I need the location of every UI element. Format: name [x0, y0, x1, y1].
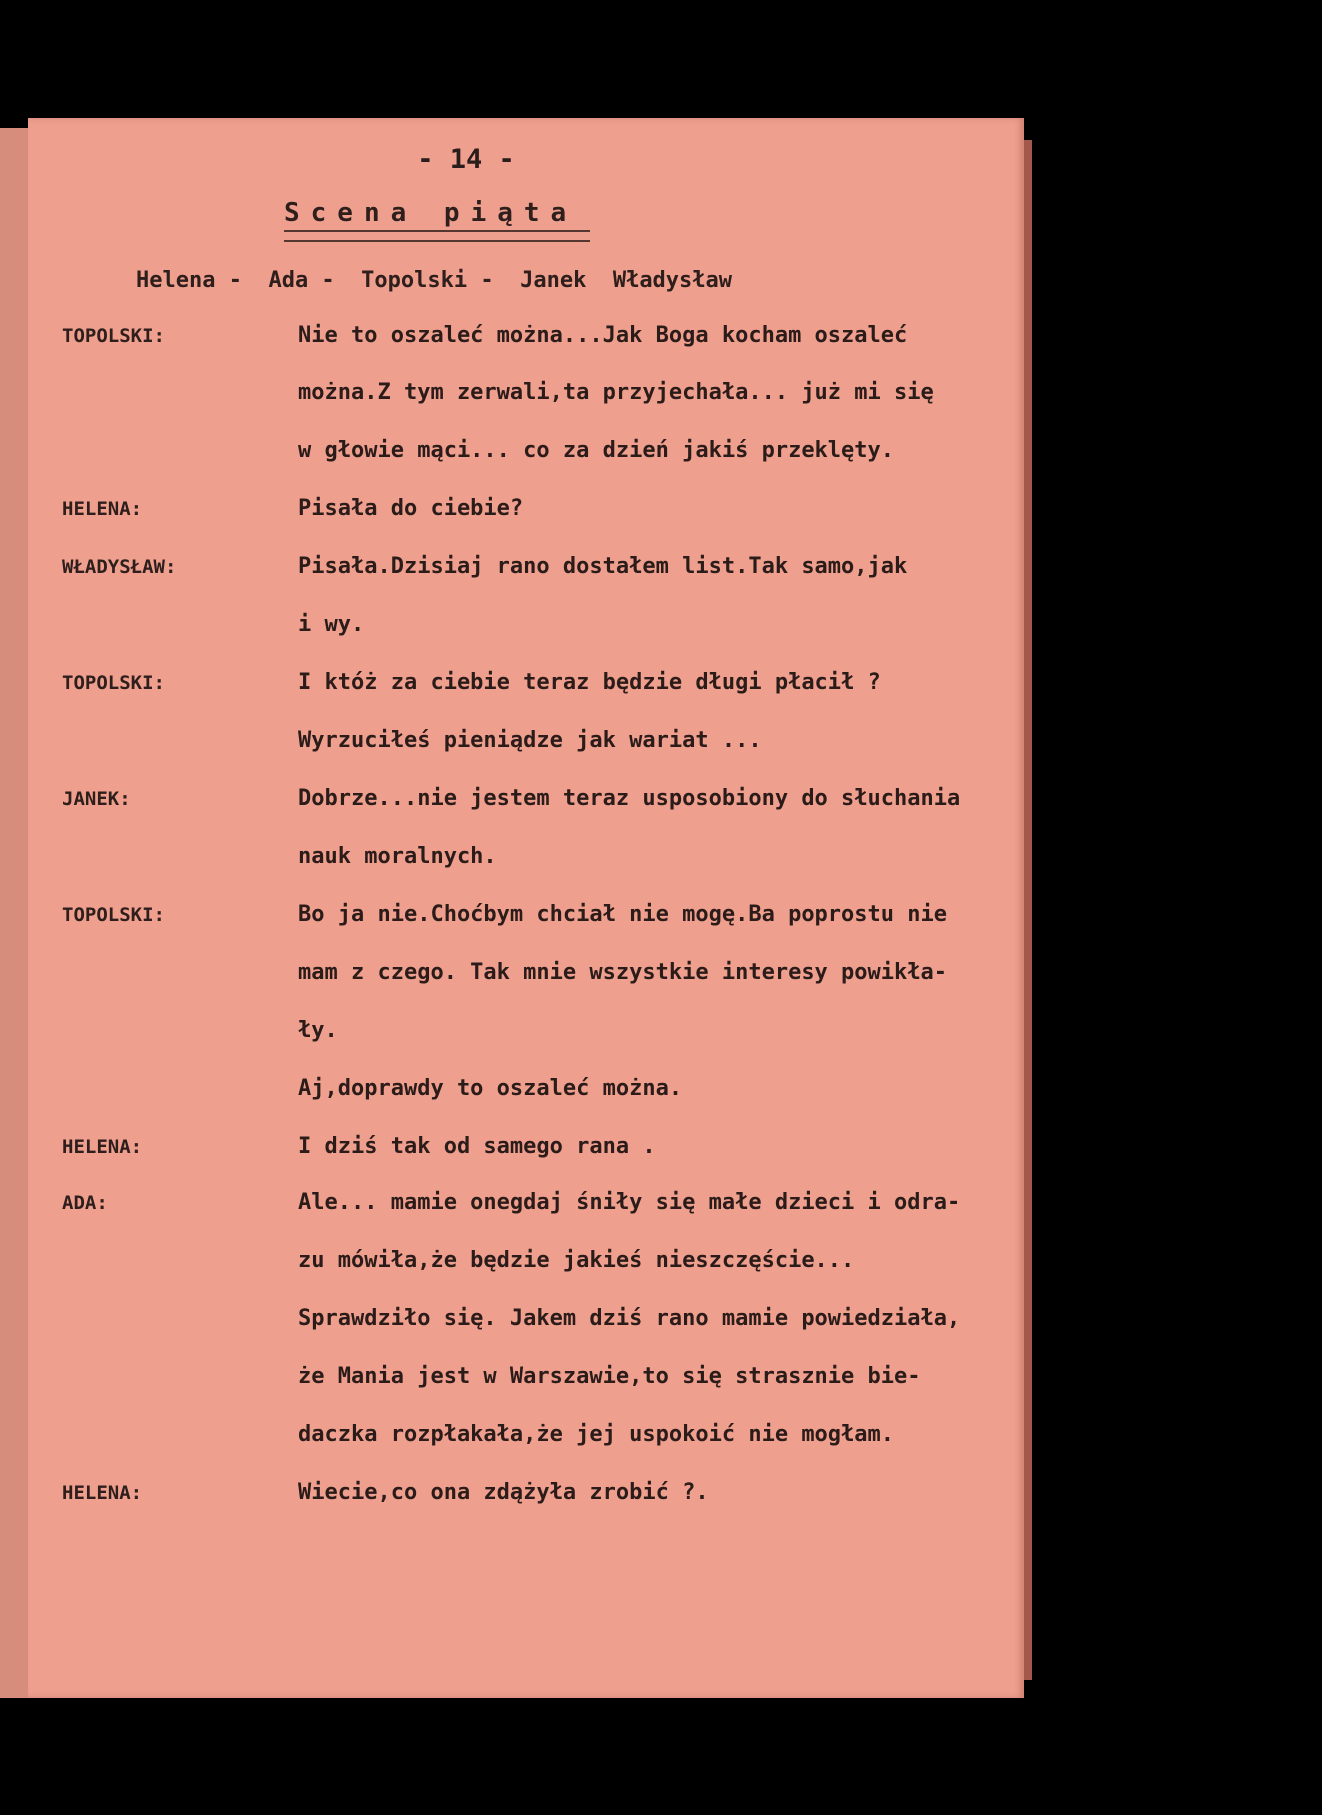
speaker-topolski: TOPOLSKI: — [62, 672, 165, 694]
speaker-wladyslaw: WŁADYSŁAW: — [62, 556, 177, 578]
dialogue-line: Aj,doprawdy to oszaleć można. — [298, 1076, 683, 1101]
scene-title: Scena piąta — [284, 198, 578, 228]
dialogue-line: mam z czego. Tak mnie wszystkie interesy powikła- — [298, 960, 948, 985]
speaker-topolski: TOPOLSKI: — [62, 904, 165, 926]
dialogue-line: Wyrzuciłeś pieniądze jak wariat ... — [298, 728, 762, 753]
dialogue-line: zu mówiła,że będzie jakieś nieszczęście... — [298, 1248, 855, 1273]
dialogue-line: Wiecie,co ona zdążyła zrobić ?. — [298, 1480, 709, 1505]
speaker-janek: JANEK: — [62, 788, 131, 810]
dialogue-line: I któż za ciebie teraz będzie długi płacił ? — [298, 670, 881, 695]
dialogue-line: daczka rozpłakała,że jej uspokoić nie mogłam. — [298, 1422, 895, 1447]
book-spine — [1024, 140, 1032, 1680]
dialogue-line: Dobrze...nie jestem teraz usposobiony do słuchania — [298, 786, 961, 811]
cast-list: Helena - Ada - Topolski - Janek Władysław — [136, 268, 733, 293]
speaker-helena: HELENA: — [62, 498, 143, 520]
speaker-ada: ADA: — [62, 1192, 108, 1214]
dialogue-line: Nie to oszaleć można...Jak Boga kocham oszaleć — [298, 323, 908, 348]
dialogue-line: I dziś tak od samego rana . — [298, 1134, 656, 1159]
dialogue-line: w głowie mąci... co za dzień jakiś przeklęty. — [298, 438, 895, 463]
left-page-edge — [0, 128, 28, 1698]
dialogue-line: nauk moralnych. — [298, 844, 497, 869]
page-number: - 14 - — [417, 144, 515, 175]
speaker-helena: HELENA: — [62, 1482, 143, 1504]
dialogue-line: ły. — [298, 1018, 338, 1043]
dialogue-line: i wy. — [298, 612, 365, 637]
speaker-helena: HELENA: — [62, 1136, 143, 1158]
dialogue-line: można.Z tym zerwali,ta przyjechała... już mi się — [298, 380, 934, 405]
dialogue-line: Bo ja nie.Choćbym chciał nie mogę.Ba poprostu nie — [298, 902, 948, 927]
dialogue-line: Pisała do ciebie? — [298, 496, 524, 521]
scene-title-underline — [284, 230, 590, 242]
speaker-topolski: TOPOLSKI: — [62, 325, 165, 347]
dialogue-line: Sprawdziło się. Jakem dziś rano mamie powiedziała, — [298, 1306, 961, 1331]
dialogue-line: Pisała.Dzisiaj rano dostałem list.Tak samo,jak — [298, 554, 908, 579]
dialogue-line: Ale... mamie onegdaj śniły się małe dzieci i odra- — [298, 1190, 961, 1215]
document-page — [28, 118, 1024, 1698]
dialogue-line: że Mania jest w Warszawie,to się strasznie bie- — [298, 1364, 921, 1389]
